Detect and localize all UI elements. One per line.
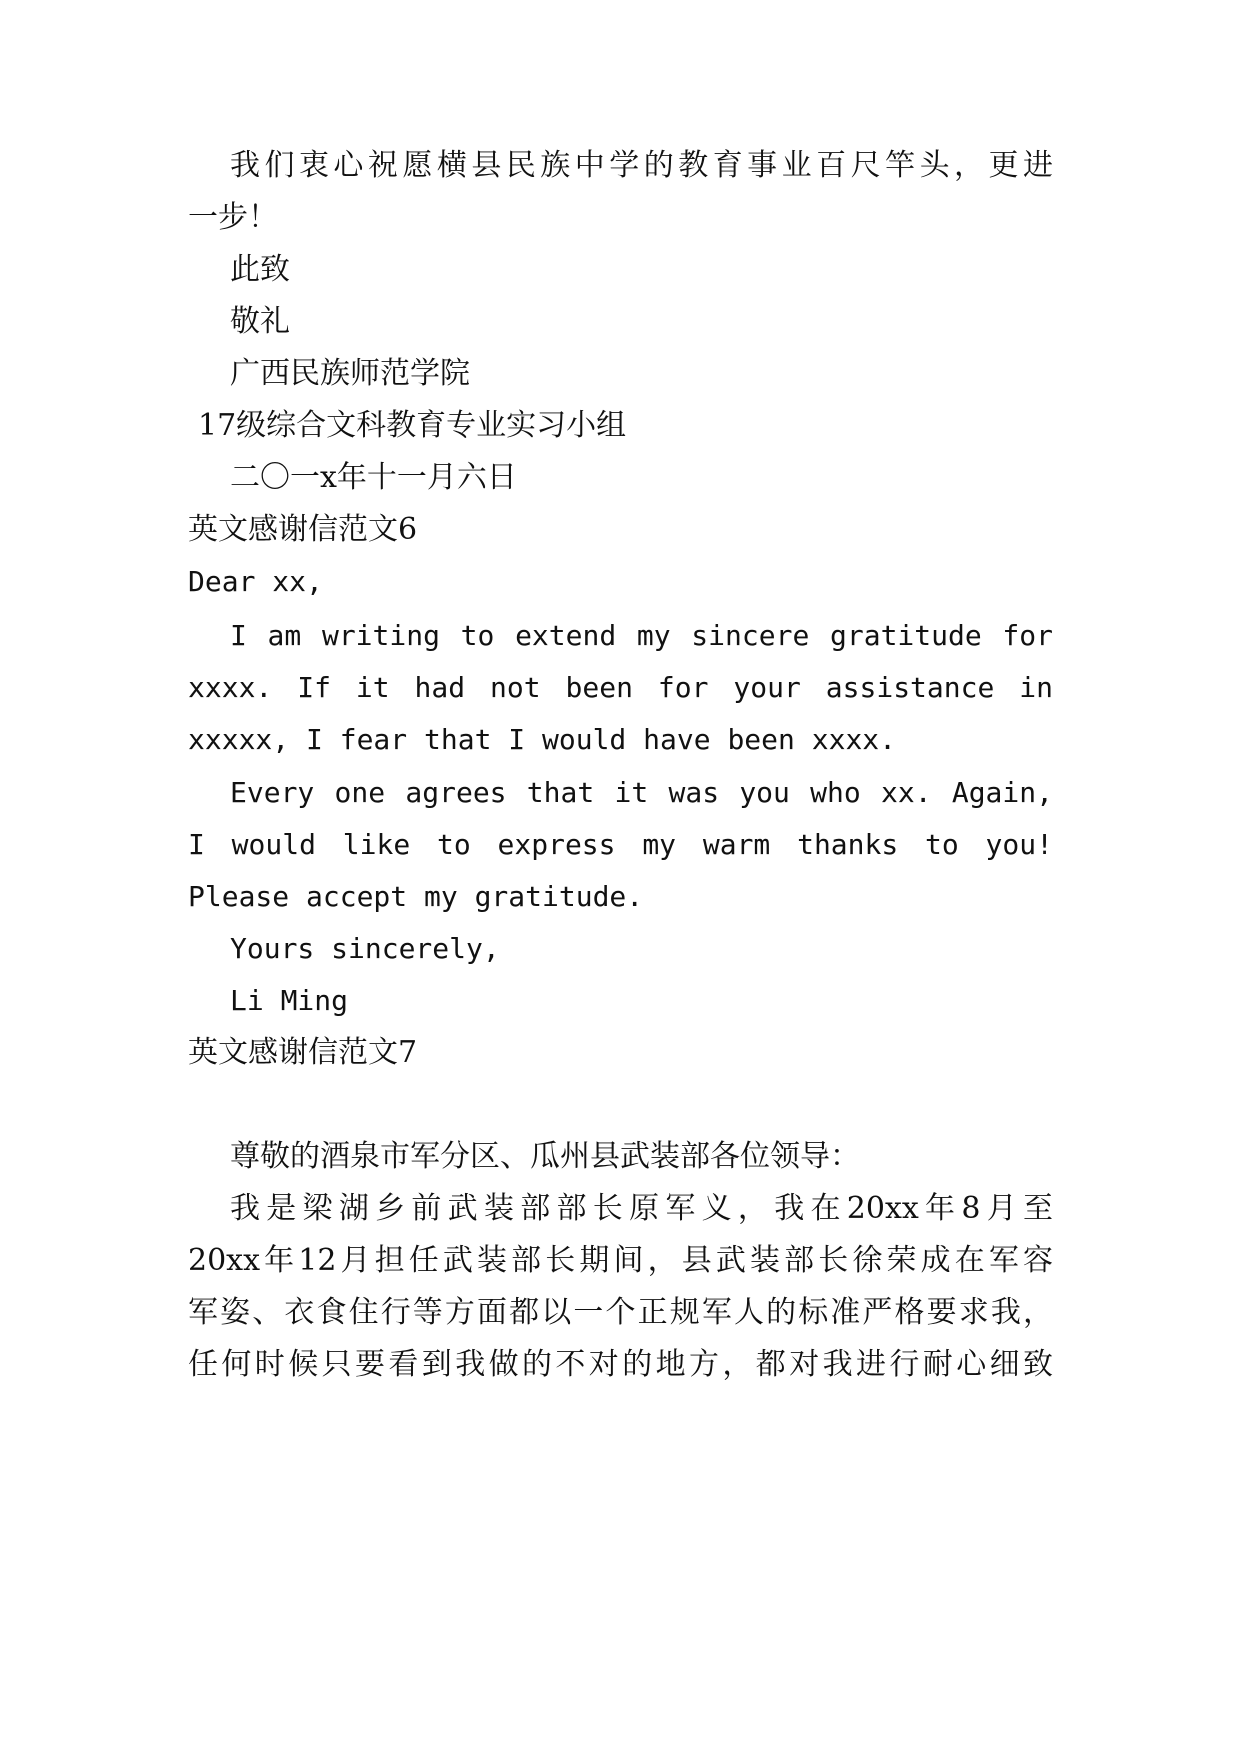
letter7-salutation: 尊敬的酒泉市军分区、瓜州县武装部各位领导： bbox=[230, 1139, 860, 1174]
section-heading-7: 英文感谢信范文7 bbox=[188, 1035, 418, 1070]
paragraph-wish-line2: 一步！ bbox=[188, 200, 278, 235]
closing-line1: 此致 bbox=[230, 252, 290, 287]
letter6-body2-line2: I would like to express my warm thanks to you! bbox=[188, 828, 1053, 861]
letter6-body1-line3: xxxxx, I fear that I would have been xxxx. bbox=[188, 723, 897, 756]
letter6-signature: Li Ming bbox=[230, 984, 349, 1017]
letter7-body-line4: 任何时候只要看到我做的不对的地方，都对我进行耐心细致 bbox=[188, 1347, 1053, 1382]
letter6-body1-line1: I am writing to extend my sincere gratitude for bbox=[230, 619, 1053, 652]
sender-school: 广西民族师范学院 bbox=[230, 356, 470, 391]
closing-line2: 敬礼 bbox=[230, 304, 290, 339]
letter7-body-line1: 我是梁湖乡前武装部部长原军义，我在20xx年8月至 bbox=[230, 1191, 1053, 1226]
section-heading-6: 英文感谢信范文6 bbox=[188, 512, 418, 547]
letter6-salutation: Dear xx, bbox=[188, 565, 323, 598]
letter6-signoff: Yours sincerely, bbox=[230, 932, 500, 965]
letter-date: 二〇一x年十一月六日 bbox=[230, 460, 517, 495]
sender-group: 17级综合文科教育专业实习小组 bbox=[198, 408, 627, 443]
paragraph-wish-line1: 我们衷心祝愿横县民族中学的教育事业百尺竿头，更进 bbox=[230, 148, 1053, 183]
letter6-body1-line2: xxxx. If it had not been for your assistance in bbox=[188, 671, 1053, 704]
letter6-body2-line3: Please accept my gratitude. bbox=[188, 880, 644, 913]
letter6-body2-line1: Every one agrees that it was you who xx. Again, bbox=[230, 776, 1053, 809]
letter7-body-line3: 军姿、衣食住行等方面都以一个正规军人的标准严格要求我， bbox=[188, 1295, 1053, 1330]
letter7-body-line2: 20xx年12月担任武装部长期间，县武装部长徐荣成在军容 bbox=[188, 1243, 1053, 1278]
